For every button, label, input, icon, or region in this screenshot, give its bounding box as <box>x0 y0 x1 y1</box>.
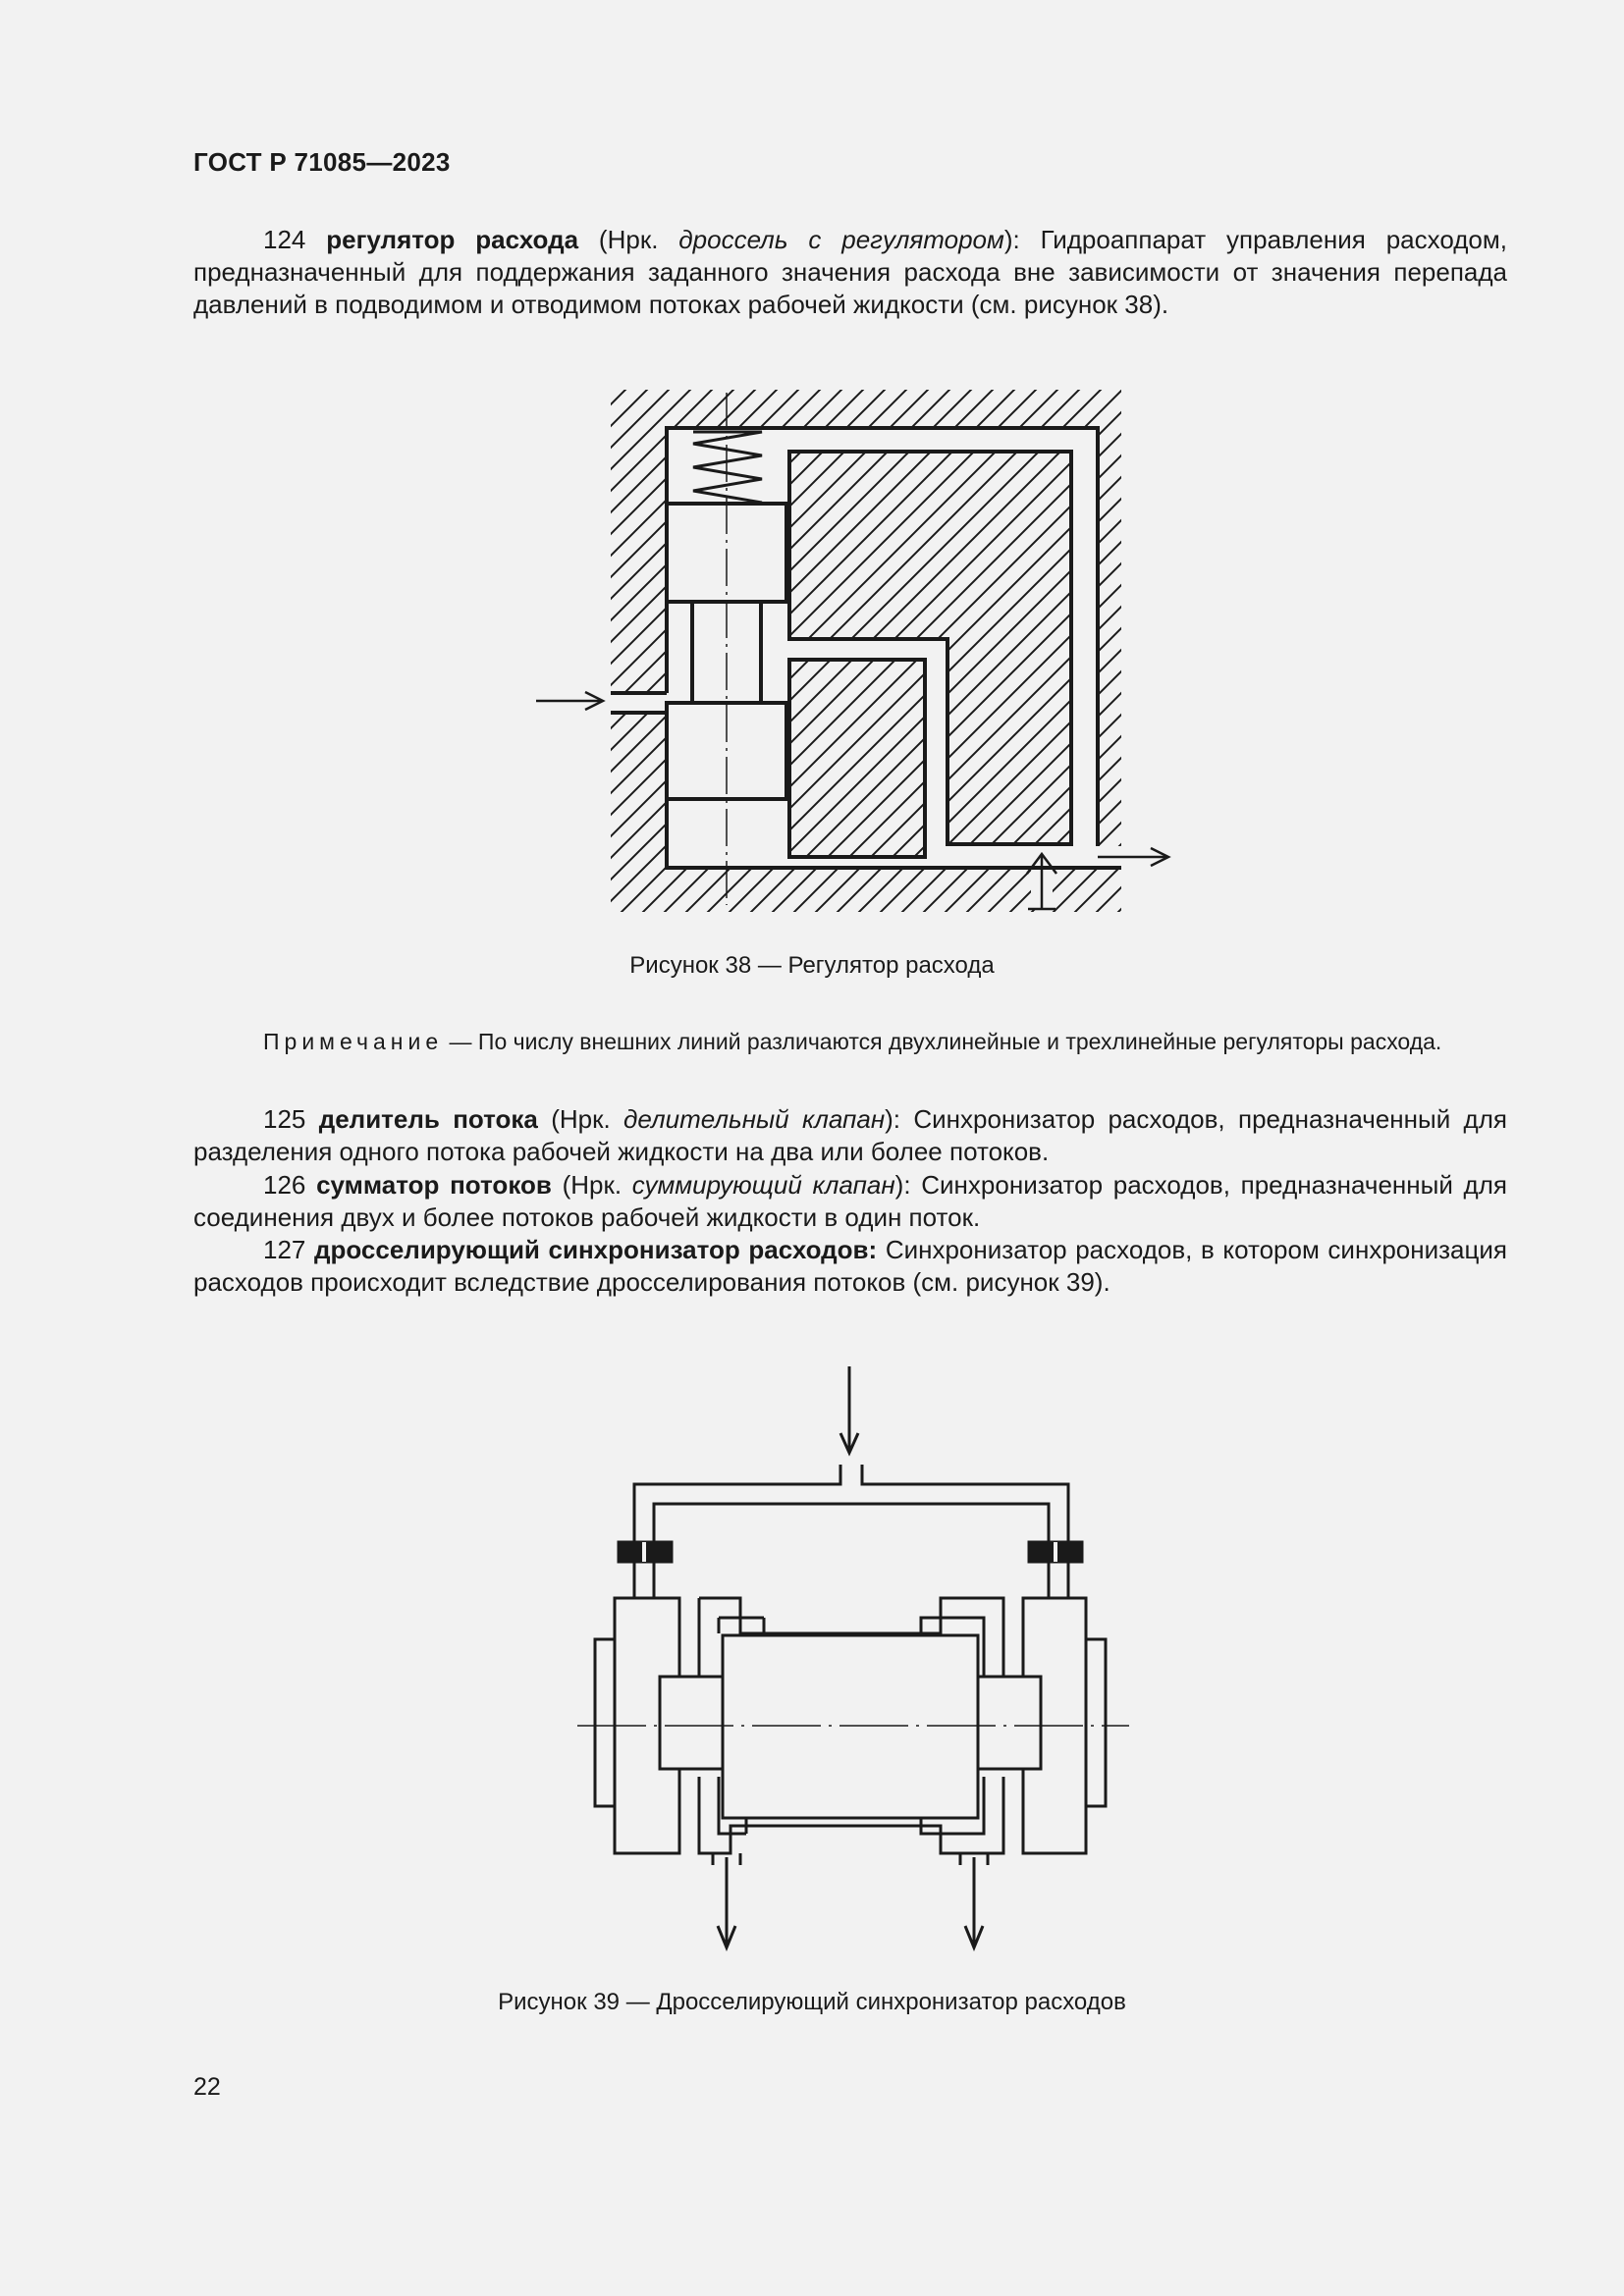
inlet-arrow <box>536 692 603 710</box>
term-alt-term: дроссель с регулятором <box>678 225 1004 254</box>
figure-39-flow-synchronizer <box>569 1360 1139 1958</box>
term-alt-prefix: (Нрк. <box>551 1104 611 1134</box>
third-line-arrow <box>1027 854 1056 909</box>
term-definition: ): Гидроаппарат управления расходом, предназначенный для поддержания заданного значения расхода вне зависимости от значения перепада давлений в подводимом и отводимом потоках рабочей жидкости (см. рисунок 38). <box>193 225 1507 319</box>
note-paragraph <box>193 1026 1507 1058</box>
document-header: ГОСТ Р 71085—2023 <box>193 147 451 177</box>
throttle-right <box>1029 1542 1082 1562</box>
term-title: регулятор расхода <box>326 225 579 254</box>
term-127-paragraph <box>193 1234 1507 1299</box>
spring <box>693 432 762 503</box>
term-alt-term: делительный клапан <box>623 1104 886 1134</box>
term-alt-prefix: (Нрк. <box>562 1170 623 1200</box>
note-text: — По числу внешних линий различаются двухлинейные и трехлинейные регуляторы расхода. <box>443 1029 1442 1054</box>
page-number: 22 <box>193 2073 221 2101</box>
central-spool <box>723 1635 978 1818</box>
term-alt-term: суммирующий клапан <box>631 1170 895 1200</box>
lower-body <box>789 660 925 857</box>
term-title: делитель потока <box>318 1104 538 1134</box>
supply-pipe <box>634 1465 1068 1558</box>
outlet-arrow-right <box>960 1853 988 1948</box>
inlet-arrow <box>840 1366 858 1453</box>
outlet-arrow-left <box>713 1853 740 1948</box>
term-alt-prefix: (Нрк. <box>598 225 659 254</box>
left-piston <box>660 1677 723 1769</box>
term-number: 127 <box>263 1235 306 1264</box>
term-title: сумматор потоков <box>316 1170 552 1200</box>
outlet-arrow <box>1098 848 1168 866</box>
throttle-left <box>619 1542 672 1562</box>
term-definition: ): Синхронизатор расходов, предназначенный для соединения двух и более потоков рабочей жидкости в один поток. <box>193 1170 1507 1232</box>
term-title: дросселирующий синхронизатор расходов: <box>314 1235 878 1264</box>
term-number: 125 <box>263 1104 306 1134</box>
figure-39-caption: Рисунок 39 — Дросселирующий синхронизатор расходов <box>498 1989 1126 2015</box>
figure-38-flow-regulator <box>530 383 1188 923</box>
term-124-paragraph <box>193 224 1507 321</box>
term-definition: Синхронизатор расходов, в котором синхронизация расходов происходит вследствие дросселирования потоков (см. рисунок 39). <box>193 1235 1507 1297</box>
right-end-flange <box>1086 1639 1106 1806</box>
term-number: 124 <box>263 225 306 254</box>
term-125-paragraph <box>193 1103 1507 1168</box>
figure-38-caption: Рисунок 38 — Регулятор расхода <box>629 952 995 979</box>
left-end-flange <box>595 1639 615 1806</box>
note-label: Примечание <box>263 1029 444 1054</box>
right-piston <box>978 1677 1041 1769</box>
term-126-paragraph <box>193 1169 1507 1234</box>
term-definition: ): Синхронизатор расходов, предназначенный для разделения одного потока рабочей жидкости на два или более потоков. <box>193 1104 1507 1166</box>
term-number: 126 <box>263 1170 306 1200</box>
